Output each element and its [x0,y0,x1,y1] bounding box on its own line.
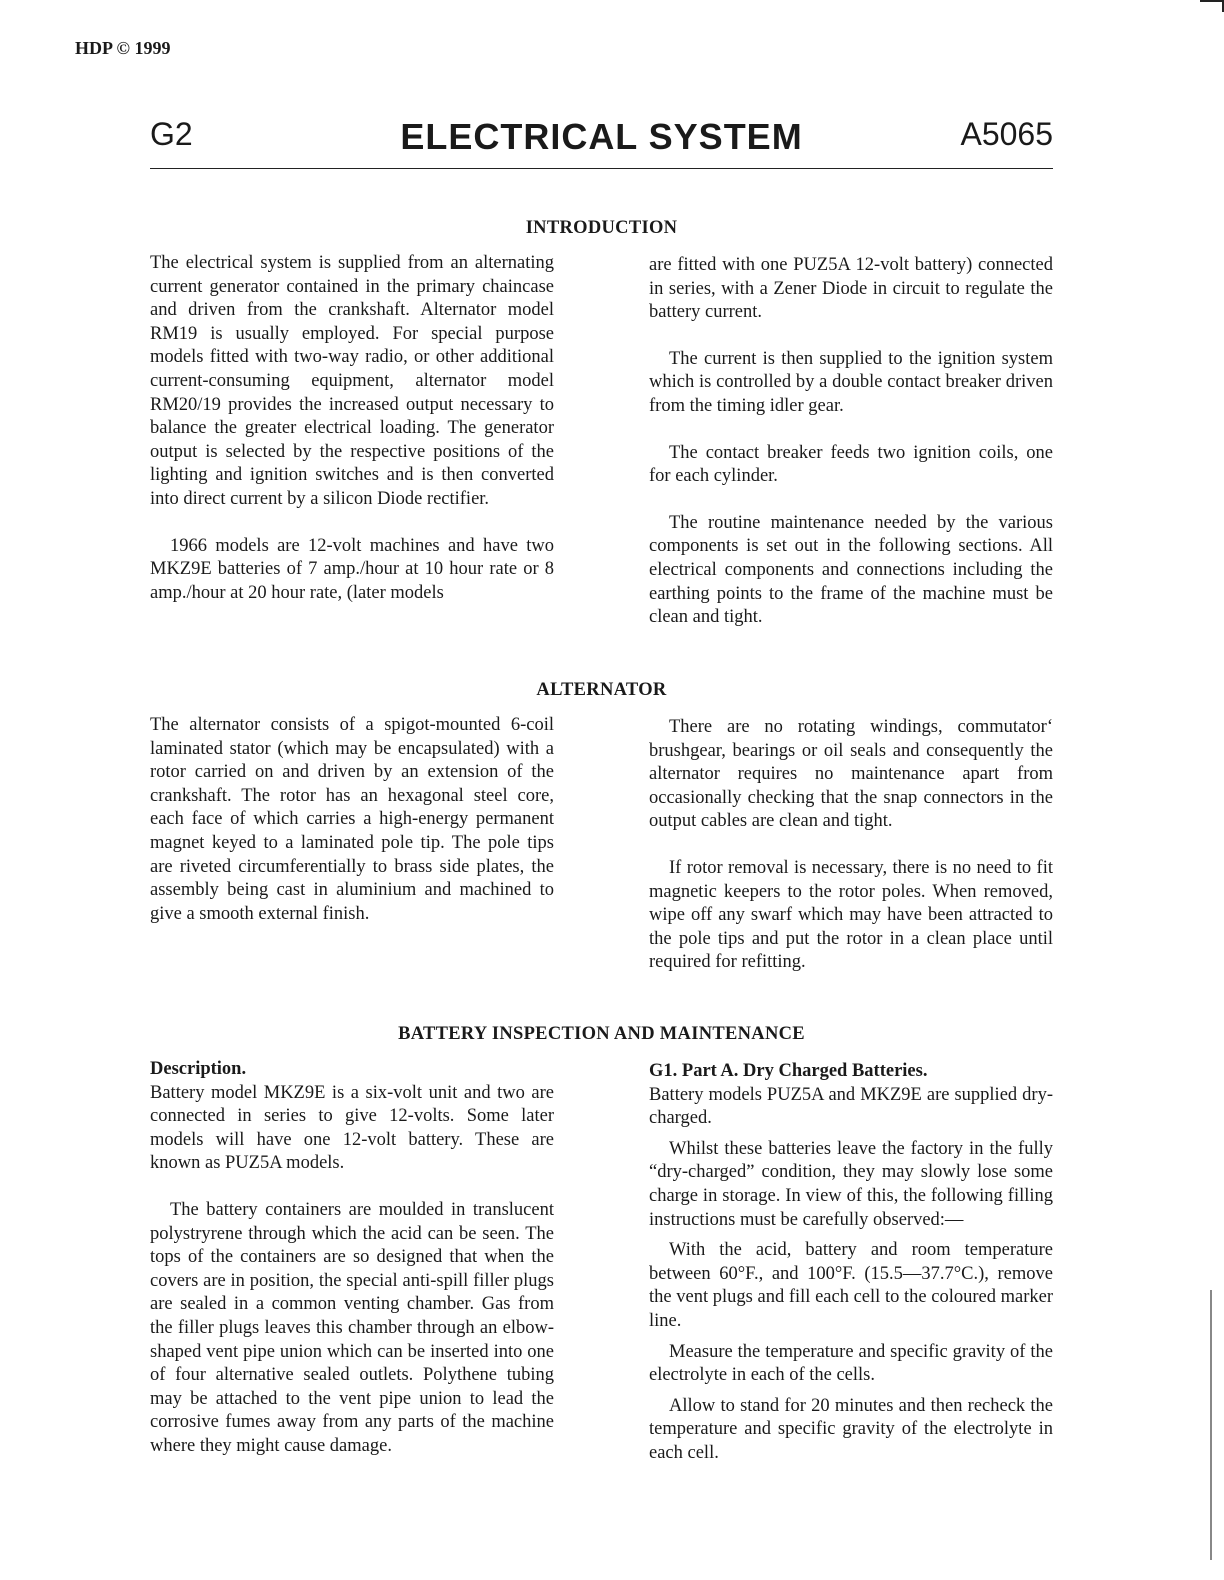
alternator-left-column [150,714,554,926]
paragraph: With the acid, battery and room temperature between 60°F., and 100°F. (15.5—37.7°C.), remove the vent plugs and fill each cell to the coloured marker line. [649,1240,1053,1331]
paragraph: Battery model MKZ9E is a six-volt unit and two are connected in series to give 12-volts. Some later models will have one 12-volt battery. These are known as PUZ5A models. [150,1082,554,1174]
paragraph: The electrical system is supplied from an alternating current generator contained in the primary chaincase and driven from the crankshaft. Alternator model RM19 is usually employed. For special purpose models fitted with two-way radio, or other additional current-consuming equipment, alternator model RM20/19 provides the increased output necessary to balance the greater electrical loading. The generator output is selected by the respective positions of the lighting and ignition switches and is then converted into direct current by a silicon Diode rectifier. [150,253,554,509]
paragraph: The battery containers are moulded in translucent polystryrene through which the acid can be seen. The tops of the containers are so designed that when the covers are in position, the special anti-spill filler plugs are sealed in a common venting chamber. Gas from the filler plugs leaves this chamber through an elbow-shaped vent pipe union which can be inserted into one of four alternative sealed outlets. Polythene tubing may be attached to the vent pipe union to lead the corrosive fumes away from any parts of the machine where they might cause damage. [150,1199,554,1456]
alternator-right-column [649,716,1053,975]
introduction-right-column [649,254,1053,630]
page-title: ELECTRICAL SYSTEM [400,116,803,157]
paragraph: Whilst these batteries leave the factory in the fully “dry-charged” condition, they may slowly lose some charge in storage. In view of this, the following filling instructions must be carefully observed:— [649,1138,1053,1230]
battery-heading: BATTERY INSPECTION AND MAINTENANCE [398,1024,805,1044]
introduction-left-column [150,252,554,605]
battery-right-column [649,1060,1053,1466]
scan-edge-line [1210,1290,1212,1560]
paragraph: The current is then supplied to the ignition system which is controlled by a double contact breaker driven from the timing idler gear. [649,348,1053,416]
paragraph: Battery models PUZ5A and MKZ9E are supplied dry-charged. [649,1084,1053,1129]
copyright-stamp: HDP © 1999 [75,38,171,58]
scan-corner-mark [1200,0,1224,12]
paragraph: There are no rotating windings, commutator‘ brushgear, bearings or oil seals and consequently the alternator requires no maintenance apart from occasionally checking that the snap connectors in the output cables are clean and tight. [649,717,1053,832]
description-subheading: Description. [150,1059,247,1079]
paragraph: If rotor removal is necessary, there is no need to fit magnetic keepers to the rotor poles. When removed, wipe off any swarf which may have been attracted to the pole tips and put the rotor in a clean place until required for refitting. [649,857,1053,973]
paragraph: Allow to stand for 20 minutes and then recheck the temperature and specific gravity of the electrolyte in each cell. [649,1395,1053,1463]
dry-charged-subheading: G1. Part A. Dry Charged Batteries. [649,1061,928,1081]
paragraph: are fitted with one PUZ5A 12-volt battery) connected in series, with a Zener Diode in circuit to regulate the battery current. [649,255,1053,323]
page-header [150,116,1053,169]
alternator-heading: ALTERNATOR [536,680,667,700]
part-number: A5065 [960,116,1053,152]
paragraph: The alternator consists of a spigot-mounted 6-coil laminated stator (which may be encapsulated) with a rotor carried on and driven by an extension of the crankshaft. The rotor has an hexagonal steel core, each face of which carries a high-energy permanent magnet keyed to a laminated pole tip. The pole tips are riveted circumferentially to brass side plates, the assembly being cast in aluminium and machined to give a smooth external finish. [150,715,554,924]
section-code: G2 [150,116,193,152]
paragraph: Measure the temperature and specific gravity of the electrolyte in each of the cells. [649,1341,1053,1386]
paragraph: 1966 models are 12-volt machines and have two MKZ9E batteries of 7 amp./hour at 10 hour rate or 8 amp./hour at 20 hour rate, (later models [150,535,554,603]
paragraph: The routine maintenance needed by the various components is set out in the following sections. All electrical components and connections including the earthing points to the frame of the machine must be clean and tight. [649,512,1053,628]
introduction-heading: INTRODUCTION [525,218,678,238]
paragraph: The contact breaker feeds two ignition coils, one for each cylinder. [649,442,1053,487]
battery-left-column [150,1058,554,1459]
